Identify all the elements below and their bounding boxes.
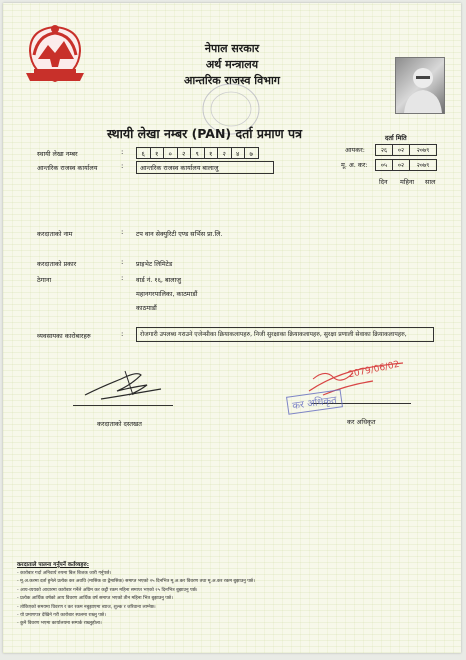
address-line-1: वार्ड नं. १६, बालाजु <box>136 276 182 284</box>
duty-item: - प्रत्येक आर्थिक वर्षको आय विवरण आर्थिक वर्ष समाप्त भएको तीन महिना भित्र बुझाउनु पर्छ। <box>17 596 173 602</box>
pan-digit: ९ <box>191 148 205 159</box>
date-day-label: दिन <box>379 178 388 186</box>
certificate-title: स्थायी लेखा नम्बर (PAN) दर्ता प्रमाण पत्र <box>107 126 303 141</box>
taxpayer-signature-label: करदाताको दस्तखत <box>97 420 142 428</box>
income-tax-month: ०२ <box>393 145 410 156</box>
date-year-label: साल <box>425 178 436 186</box>
registration-date-heading: दर्ता मिति <box>385 134 407 142</box>
duties-list <box>17 570 447 629</box>
nepal-emblem-icon <box>22 21 88 87</box>
header-line-1: नेपाल सरकार <box>204 42 260 55</box>
date-month-label: महिना <box>400 178 415 186</box>
office-label: आन्तरिक राजस्व कार्यालय <box>37 164 98 172</box>
address-label: ठेगाना <box>37 276 52 284</box>
duty-item: - तोकिएको समयमा विवरण र कर रकम नबुझाएमा ब्याज, शुल्क र जरिवाना लाग्नेछ। <box>17 604 156 610</box>
duty-item: - मू.अ.करमा दर्ता हुनेले प्रत्येक कर अवधि (मासिक वा द्वैमासिक) समाप्त भएको २५ दिनभित्र मू.अ.कर विवरण तथा मू.अ.कर रकम बुझाउनु पर्छ। <box>17 579 255 585</box>
taxpayer-type-value: प्राइभेट लिमिटेड <box>136 260 173 268</box>
duty-item: - आय-व्ययको आधारमा कारोबार गर्नेले अग्रिम कर कट्टी रकम महिना समाप्त भएको २५ दिनभित्र बुझाउनु पर्छ। <box>17 587 198 593</box>
income-tax-year: २०७९ <box>410 145 437 156</box>
income-tax-date-label: आयकर: <box>345 146 365 154</box>
handwritten-date: 2079/06/02 <box>347 359 401 381</box>
photo <box>395 57 445 114</box>
header-line-2: अर्थ मन्त्रालय <box>205 58 259 71</box>
office-colon: : <box>121 162 124 170</box>
taxpayer-type-label: करदाताको प्रकार <box>37 260 77 268</box>
income-tax-day: २६ <box>376 145 393 156</box>
certificate-paper <box>3 3 461 653</box>
duty-item: - कारोबार गर्दा अनिवार्य रुपमा बिल बिजक जारी गर्नुपर्छ। <box>17 571 112 576</box>
pan-digit: ७ <box>245 148 259 159</box>
office-value: आन्तरिक राजस्व कार्यालय बालाजु <box>136 161 274 174</box>
business-value: रोजगारी उपलब्ध गराउने एजेन्सीका क्रियाकलापहरु, निजी सुरक्षाका क्रियाकलापहरु, सुरक्षा प्रणाली सेवाका क्रियाकलापहरु, <box>136 327 434 342</box>
address-colon: : <box>121 274 124 282</box>
pan-digit: ० <box>164 148 178 159</box>
vat-date <box>375 159 437 171</box>
vat-month: ०२ <box>393 160 410 171</box>
taxpayer-signature-line <box>73 405 173 406</box>
business-label: व्यवसायका कारोबारहरु <box>37 332 91 340</box>
income-tax-date <box>375 144 437 156</box>
name-colon: : <box>121 228 124 236</box>
pan-colon: : <box>121 148 124 156</box>
address-line-2: महानगरपालिका, काठमाडौं <box>136 290 198 298</box>
pan-digit: १ <box>204 148 218 159</box>
vat-date-label: मू. अ. कर: <box>341 161 368 169</box>
pan-digit: १ <box>150 148 164 159</box>
pan-digit: ६ <box>137 148 151 159</box>
type-colon: : <box>121 258 124 266</box>
pan-digit: ४ <box>231 148 245 159</box>
taxpayer-signature-icon <box>81 365 171 405</box>
duty-item: - कुनै विवरण भएमा कार्यालयमा सम्पर्क राख्नुहोला। <box>17 621 102 627</box>
duties-heading: करदाताले पालना गर्नुपर्ने कर्तव्यहरु: <box>17 562 89 568</box>
vat-day: ०५ <box>376 160 393 171</box>
pan-digit: २ <box>218 148 232 159</box>
address-line-3: काठमाडौं <box>136 304 157 312</box>
officer-label: कर अधिकृत <box>347 418 376 426</box>
pan-digit: २ <box>177 148 191 159</box>
portrait-icon <box>396 58 444 113</box>
vat-year: २०७९ <box>410 160 437 171</box>
header-line-3: आन्तरिक राजस्व विभाग <box>184 74 280 87</box>
business-colon: : <box>121 330 124 338</box>
taxpayer-name-label: करदाताको नाम <box>37 230 73 238</box>
duty-item: - यो प्रमाणपत्र देखिने गरी कारोबार स्थलमा राख्नु पर्छ। <box>17 613 106 619</box>
pan-digit-boxes <box>136 147 259 159</box>
officer-stamp: कर अधिकृत <box>286 389 343 414</box>
taxpayer-name-value: टप वान सेक्युरिटी एण्ड सर्भिस प्रा.लि. <box>136 230 223 238</box>
pan-label: स्थायी लेखा नम्बर <box>37 150 78 158</box>
